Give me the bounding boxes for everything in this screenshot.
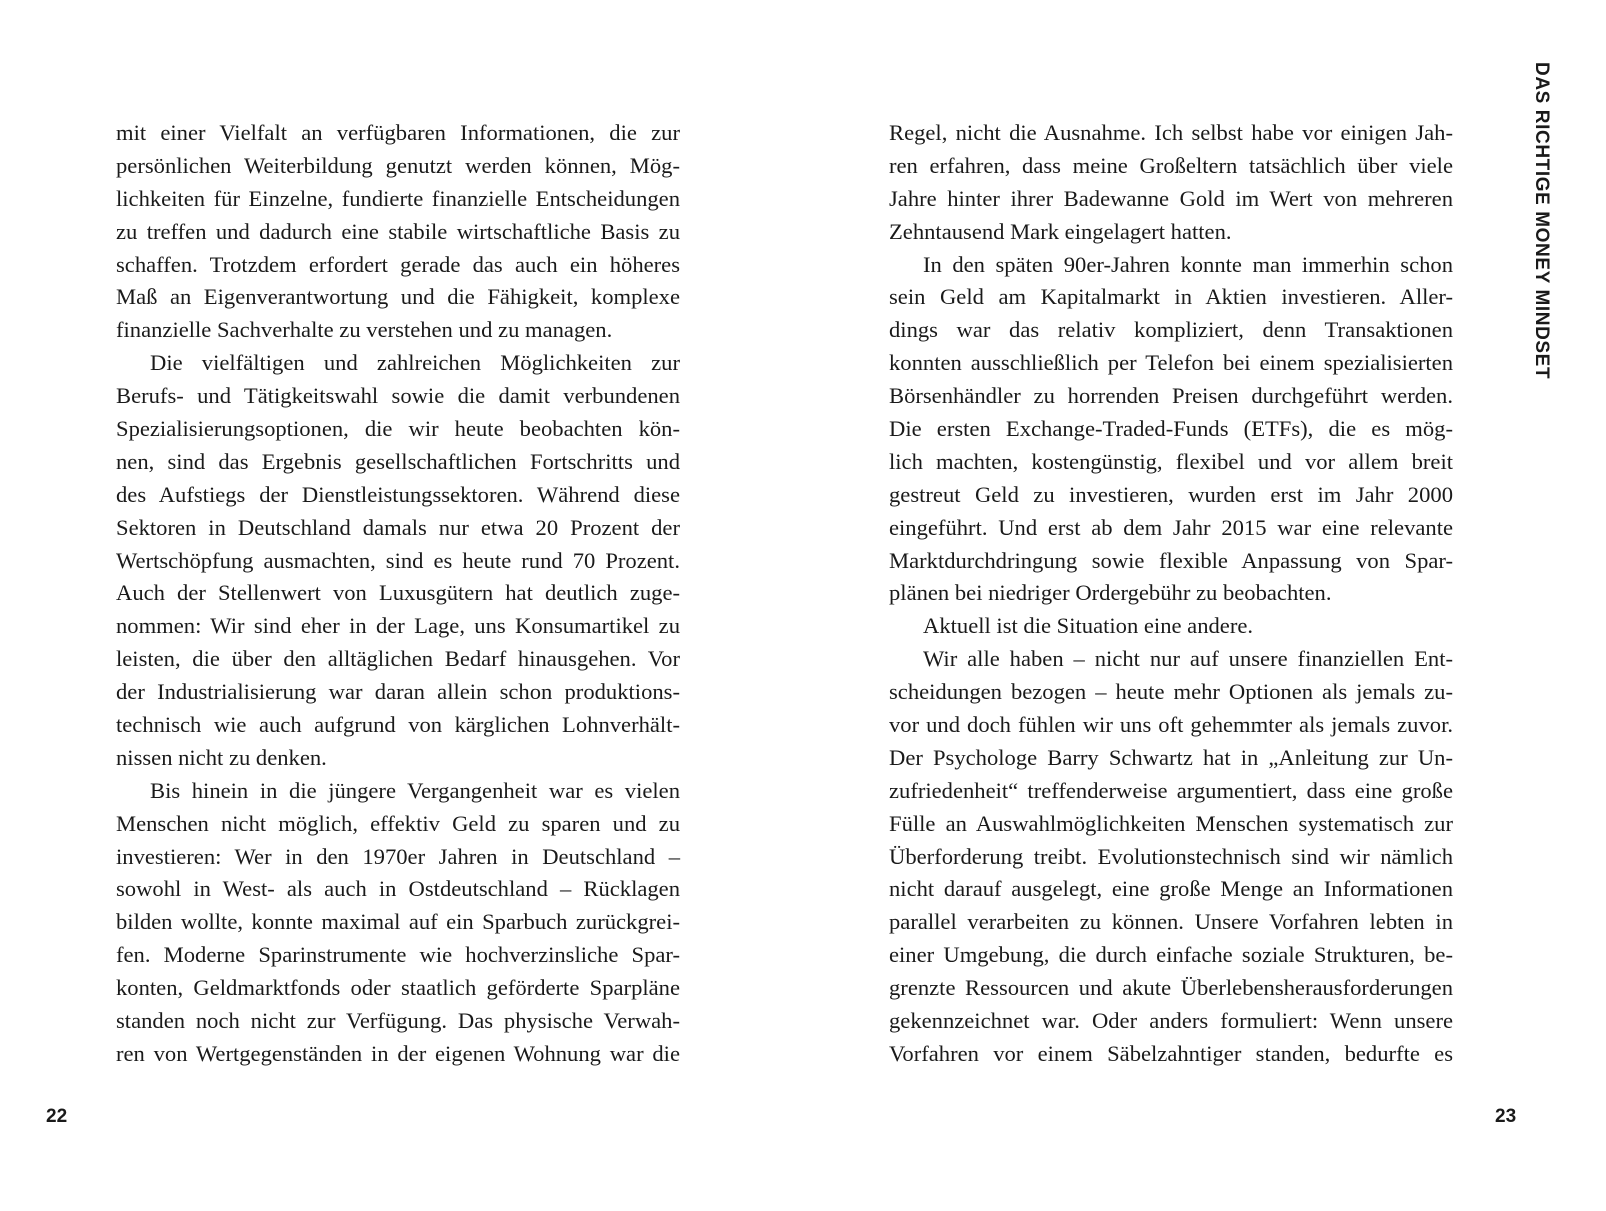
right-page-body-text: [889, 117, 1453, 1071]
text-line: Jahre hinter ihrer Badewanne Gold im Wert von mehreren: [889, 185, 1453, 211]
text-line: lich machten, kostengünstig, flexibel und vor allem breit: [889, 448, 1453, 474]
text-line: technisch wie auch aufgrund von kärglichen Lohnverhält-: [116, 712, 680, 738]
text-line: investieren: Wer in den 1970er Jahren in Deutschland –: [116, 843, 680, 869]
text-line: sowohl in West- als auch in Ostdeutschland – Rücklagen: [116, 876, 680, 902]
text-line: des Aufstiegs der Dienstleistungssektoren. Während diese: [116, 481, 680, 507]
text-line: persönlichen Weiterbildung genutzt werden können, Mög-: [116, 152, 680, 178]
text-line: finanzielle Sachverhalte zu verstehen und zu managen.: [116, 317, 613, 343]
left-page-body-text: [116, 117, 680, 1071]
text-line: Die ersten Exchange-Traded-Funds (ETFs), die es mög-: [889, 416, 1453, 442]
text-line: Sektoren in Deutschland damals nur etwa 20 Prozent der: [116, 514, 680, 540]
text-line: nen, sind das Ergebnis gesellschaftlichen Fortschritts und: [116, 448, 680, 474]
text-line: Aktuell ist die Situation eine andere.: [923, 613, 1254, 639]
text-line: parallel verarbeiten zu können. Unsere Vorfahren lebten in: [889, 909, 1453, 935]
text-line: nicht darauf ausgelegt, eine große Menge an Informationen: [889, 876, 1453, 902]
text-line: mit einer Vielfalt an verfügbaren Informationen, die zur: [116, 120, 680, 145]
text-line: gekennzeichnet war. Oder anders formuliert: Wenn unsere: [889, 1008, 1453, 1034]
text-line: Wir alle haben – nicht nur auf unsere finanziellen Ent-: [923, 646, 1453, 672]
text-line: ren von Wertgegenständen in der eigenen Wohnung war die: [116, 1040, 680, 1066]
text-line: leisten, die über den alltäglichen Bedarf hinausgehen. Vor: [116, 646, 680, 672]
text-line: fen. Moderne Sparinstrumente wie hochverzinsliche Spar-: [116, 942, 680, 968]
text-line: lichkeiten für Einzelne, fundierte finanzielle Entscheidungen: [116, 185, 680, 211]
text-line: zu treffen und dadurch eine stabile wirtschaftliche Basis zu: [116, 218, 680, 244]
text-line: der Industrialisierung war daran allein schon produktions-: [116, 679, 680, 705]
text-line: nommen: Wir sind eher in der Lage, uns Konsumartikel zu: [116, 613, 680, 639]
text-line: Zehntausend Mark eingelagert hatten.: [889, 218, 1232, 244]
text-line: scheidungen bezogen – heute mehr Optionen als jemals zu-: [889, 679, 1453, 705]
text-line: gestreut Geld zu investieren, wurden erst im Jahr 2000: [889, 481, 1453, 507]
text-line: dings war das relativ kompliziert, denn Transaktionen: [889, 317, 1453, 343]
right-page: [803, 0, 1606, 1211]
text-line: Spezialisierungsoptionen, die wir heute beobachten kön-: [116, 416, 680, 442]
text-line: sein Geld am Kapitalmarkt in Aktien investieren. Aller-: [889, 284, 1453, 310]
text-line: Fülle an Auswahlmöglichkeiten Menschen systematisch zur: [889, 810, 1453, 836]
text-line: konten, Geldmarktfonds oder staatlich geförderte Sparpläne: [116, 975, 680, 1001]
text-line: plänen bei niedriger Ordergebühr zu beobachten.: [889, 580, 1332, 606]
text-line: Börsenhändler zu horrenden Preisen durchgeführt werden.: [889, 383, 1453, 409]
text-line: einer Umgebung, die durch einfache soziale Strukturen, be-: [889, 942, 1453, 968]
text-line: In den späten 90er-Jahren konnte man immerhin schon: [923, 251, 1453, 277]
text-line: Vorfahren vor einem Säbelzahntiger standen, bedurfte es: [889, 1040, 1453, 1066]
text-line: grenzte Ressourcen und akute Überlebensherausforderungen: [889, 975, 1453, 1001]
text-line: Der Psychologe Barry Schwartz hat in „Anleitung zur Un-: [889, 744, 1453, 770]
running-head: DAS RICHTIGE MONEY MINDSET: [1531, 62, 1552, 380]
text-line: eingeführt. Und erst ab dem Jahr 2015 war eine relevante: [889, 514, 1453, 540]
text-line: ren erfahren, dass meine Großeltern tatsächlich über viele: [889, 152, 1453, 178]
text-line: bilden wollte, konnte maximal auf ein Sparbuch zurückgrei-: [116, 909, 680, 935]
text-line: schaffen. Trotzdem erfordert gerade das auch ein höheres: [116, 251, 680, 277]
text-line: Menschen nicht möglich, effektiv Geld zu sparen und zu: [116, 810, 680, 836]
text-line: Maß an Eigenverantwortung und die Fähigkeit, komplexe: [116, 284, 680, 310]
text-line: zufriedenheit“ treffenderweise argumentiert, dass eine große: [889, 777, 1453, 803]
text-line: Marktdurchdringung sowie flexible Anpassung von Spar-: [889, 547, 1453, 573]
text-line: Wertschöpfung ausmachten, sind es heute rund 70 Prozent.: [116, 547, 680, 573]
text-line: konnten ausschließlich per Telefon bei einem spezialisierten: [889, 350, 1453, 376]
text-line: Die vielfältigen und zahlreichen Möglichkeiten zur: [150, 350, 680, 376]
text-line: standen noch nicht zur Verfügung. Das physische Verwah-: [116, 1008, 680, 1034]
text-line: Bis hinein in die jüngere Vergangenheit war es vielen: [150, 777, 680, 803]
left-page-number: 22: [46, 1106, 68, 1127]
text-line: nissen nicht zu denken.: [116, 744, 327, 770]
text-line: Regel, nicht die Ausnahme. Ich selbst habe vor einigen Jah-: [889, 120, 1453, 145]
text-line: Auch der Stellenwert von Luxusgütern hat deutlich zuge-: [116, 580, 680, 606]
text-line: Überforderung treibt. Evolutionstechnisch sind wir nämlich: [889, 843, 1453, 869]
right-page-number: 23: [1495, 1106, 1517, 1127]
text-line: Berufs- und Tätigkeitswahl sowie die damit verbundenen: [116, 383, 680, 409]
text-line: vor und doch fühlen wir uns oft gehemmter als jemals zuvor.: [889, 712, 1453, 738]
